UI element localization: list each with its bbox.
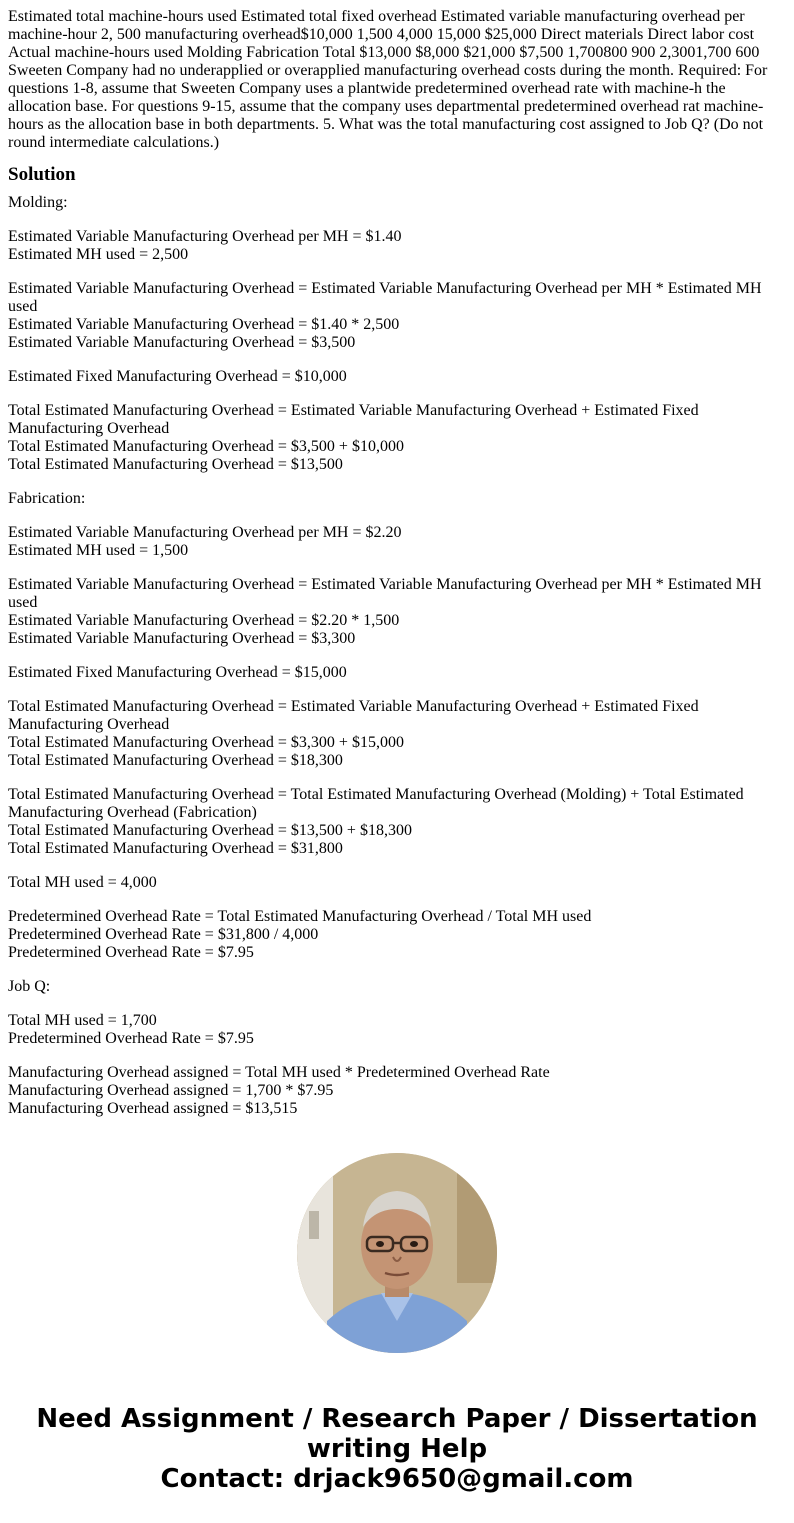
solution-line: Total Estimated Manufacturing Overhead = $13,500 xyxy=(8,456,343,473)
solution-line: Total MH used = 1,700 xyxy=(8,1012,157,1029)
solution-paragraph xyxy=(8,978,780,996)
solution-line: Manufacturing Overhead assigned = 1,700 * $7.95 xyxy=(8,1082,334,1099)
solution-line: Job Q: xyxy=(8,978,51,995)
solution-line: Estimated Variable Manufacturing Overhead = Estimated Variable Manufacturing Overhead per MH * Estimated MH used xyxy=(8,576,762,611)
solution-paragraph xyxy=(8,524,780,560)
solution-line: Estimated Variable Manufacturing Overhead = $3,300 xyxy=(8,630,356,647)
document-content xyxy=(8,8,780,1121)
solution-line: Estimated MH used = 2,500 xyxy=(8,246,189,263)
promo-contact: Contact: drjack9650@gmail.com xyxy=(160,1464,634,1494)
solution-paragraph xyxy=(8,1012,780,1048)
solution-line: Manufacturing Overhead assigned = Total MH used * Predetermined Overhead Rate xyxy=(8,1064,550,1081)
solution-line: Predetermined Overhead Rate = Total Estimated Manufacturing Overhead / Total MH used xyxy=(8,908,592,925)
solution-line: Total MH used = 4,000 xyxy=(8,874,157,891)
tutor-avatar xyxy=(297,1153,497,1353)
solution-line: Predetermined Overhead Rate = $7.95 xyxy=(8,944,254,961)
question-text: Estimated total machine-hours used Estimated total fixed overhead Estimated variable manufacturing overhead per machine-hour 2, 500 manufacturing overhead$10,000 1,500 4,000 15,000 $25,000 Direct materials Direct labor cost Actual machine-hours used Molding Fabrication Total $13,000 $8,000 $21,000 $7,500 1,700800 900 2,3001,700 600 Sweeten Company had no underapplied or overapplied manufacturing overhead costs during the month. Required: For questions 1-8, assume that Sweeten Company uses a plantwide predetermined overhead rate with machine-h the allocation base. For questions 9-15, assume that the company uses departmental predetermined overhead rat machine-hours as the allocation base in both departments. 5. What was the total manufacturing cost assigned to Job Q? (Do not round intermediate calculations.) xyxy=(8,8,768,151)
solution-line: Total Estimated Manufacturing Overhead = $18,300 xyxy=(8,752,343,769)
solution-paragraph xyxy=(8,908,780,962)
solution-line: Total Estimated Manufacturing Overhead = $31,800 xyxy=(8,840,343,857)
solution-line: Estimated Variable Manufacturing Overhead per MH = $1.40 xyxy=(8,228,402,245)
solution-line: Estimated Variable Manufacturing Overhead per MH = $2.20 xyxy=(8,524,402,541)
solution-paragraph xyxy=(8,786,780,858)
solution-line: Total Estimated Manufacturing Overhead = Estimated Variable Manufacturing Overhead + Estimated Fixed Manufacturing Overhead xyxy=(8,402,699,437)
solution-line: Predetermined Overhead Rate = $7.95 xyxy=(8,1030,254,1047)
solution-line: Estimated Variable Manufacturing Overhead = $1.40 * 2,500 xyxy=(8,316,400,333)
solution-line: Manufacturing Overhead assigned = $13,515 xyxy=(8,1100,298,1117)
solution-paragraph xyxy=(8,368,780,386)
solution-line: Estimated Fixed Manufacturing Overhead = $15,000 xyxy=(8,664,347,681)
solution-paragraph xyxy=(8,576,780,648)
solution-paragraph xyxy=(8,490,780,508)
solution-line: Total Estimated Manufacturing Overhead = Estimated Variable Manufacturing Overhead + Estimated Fixed Manufacturing Overhead xyxy=(8,698,699,733)
solution-line: Fabrication: xyxy=(8,490,86,507)
promo-banner xyxy=(0,1404,794,1494)
solution-heading: Solution xyxy=(8,164,76,185)
solution-line: Total Estimated Manufacturing Overhead = $3,300 + $15,000 xyxy=(8,734,404,751)
solution-paragraph xyxy=(8,194,780,212)
solution-paragraph xyxy=(8,664,780,682)
solution-line: Predetermined Overhead Rate = $31,800 / 4,000 xyxy=(8,926,319,943)
solution-line: Estimated Variable Manufacturing Overhead = $2.20 * 1,500 xyxy=(8,612,400,629)
solution-line: Estimated Fixed Manufacturing Overhead = $10,000 xyxy=(8,368,347,385)
solution-line: Estimated Variable Manufacturing Overhead = Estimated Variable Manufacturing Overhead per MH * Estimated MH used xyxy=(8,280,762,315)
solution-paragraph xyxy=(8,402,780,474)
solution-line: Estimated Variable Manufacturing Overhead = $3,500 xyxy=(8,334,356,351)
solution-paragraph xyxy=(8,698,780,770)
solution-paragraph xyxy=(8,1064,780,1118)
solution-line: Total Estimated Manufacturing Overhead = $3,500 + $10,000 xyxy=(8,438,404,455)
solution-line: Estimated MH used = 1,500 xyxy=(8,542,189,559)
promo-line: Need Assignment / Research Paper / Dissertation xyxy=(36,1404,758,1434)
solution-paragraph xyxy=(8,228,780,264)
promo-line: writing Help xyxy=(306,1434,488,1464)
tutor-portrait xyxy=(297,1153,497,1353)
solution-line: Total Estimated Manufacturing Overhead = Total Estimated Manufacturing Overhead (Molding) + Total Estimated Manufacturing Overhead (Fabrication) xyxy=(8,786,744,821)
solution-paragraph xyxy=(8,280,780,352)
solution-line: Molding: xyxy=(8,194,68,211)
solution-line: Total Estimated Manufacturing Overhead = $13,500 + $18,300 xyxy=(8,822,412,839)
solution-paragraph xyxy=(8,874,780,892)
